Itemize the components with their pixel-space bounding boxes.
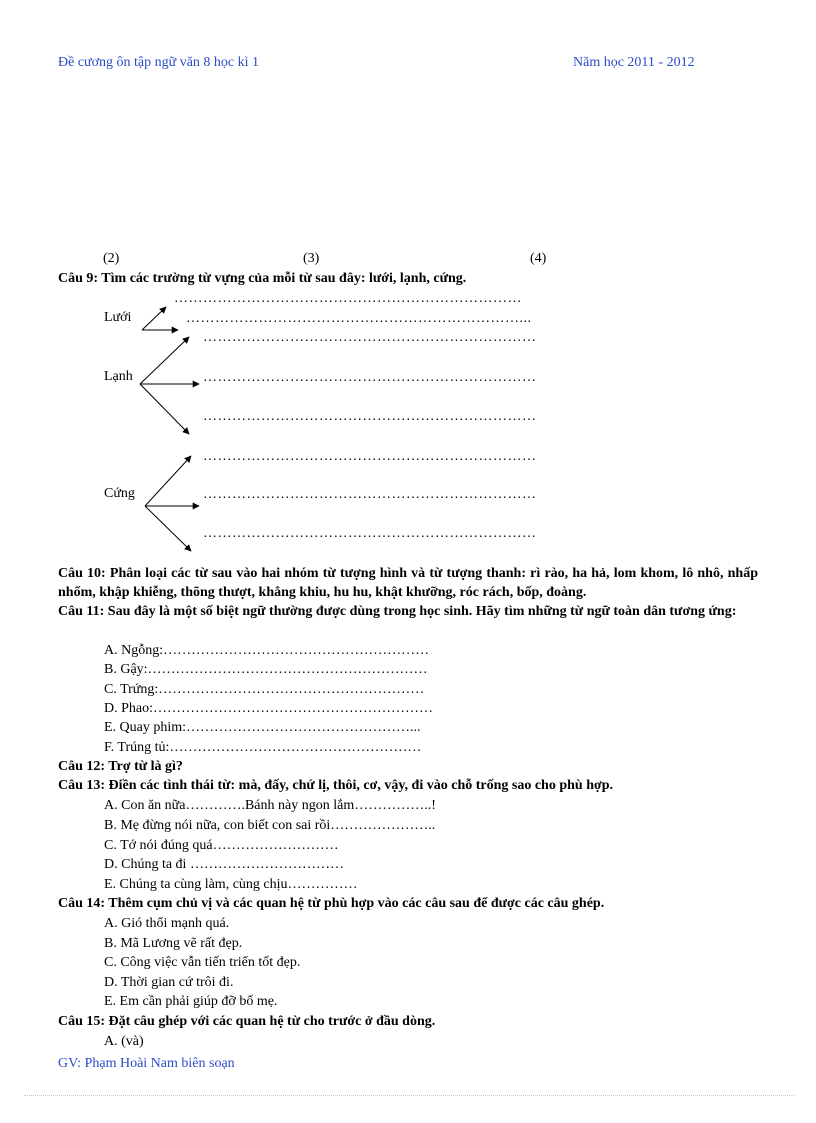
arrow-cung-3	[145, 506, 191, 551]
q14-item-a: A. Gió thổi mạnh quá.	[104, 916, 230, 931]
q13-item-d: D. Chúng ta đi ……………………………	[104, 857, 344, 872]
q14-item-b: B. Mã Lương vẽ rất đẹp.	[104, 936, 243, 951]
q13-item-c: C. Tớ nói đúng quá………………………	[104, 838, 339, 853]
q11-item-f: F. Trúng tủ:………………………………………………	[104, 740, 422, 755]
answer-dot-line: ……………………………………………………………	[203, 449, 537, 464]
header-title: Đề cương ôn tập ngữ văn 8 học kì 1	[58, 55, 260, 70]
q11-item-e: E. Quay phim:…………………………………………...	[104, 720, 421, 735]
answer-dot-line: ……………………………………………………………	[203, 409, 537, 424]
q15-item-a: A. (và)	[104, 1034, 144, 1049]
question-15-title: Câu 15: Đặt câu ghép với các quan hệ từ cho trước ở đầu dòng.	[58, 1014, 436, 1029]
q13-item-e: E. Chúng ta cùng làm, cùng chịu……………	[104, 877, 358, 892]
question-9-title: Câu 9: Tìm các trường từ vựng của mỗi từ sau đây: lưới, lạnh, cứng.	[58, 271, 467, 286]
answer-dot-line: ……………………………………………………………	[203, 370, 537, 385]
question-14-title: Câu 14: Thêm cụm chủ vị và các quan hệ từ phù hợp vào các câu sau để được các câu ghép.	[58, 896, 605, 911]
word-luoi: Lưới	[104, 310, 132, 325]
question-10: Câu 10: Phân loại các từ sau vào hai nhóm từ tượng hình và từ tượng thanh: rì rào, ha hả, lom khom, lô nhô, nhấp nhổm, khập khiễng, thõng thượt, khẳng khiu, hu hu, khật khưỡng, róc rách, bốp, đoàng.	[58, 566, 758, 600]
q11-item-a: A. Ngỗng:…………………………………………………	[104, 643, 430, 658]
answer-dot-line: ………………………………………………………………	[174, 291, 522, 306]
answer-dot-line: ……………………………………………………………	[203, 487, 537, 502]
q11-item-c: C. Trứng:…………………………………………………	[104, 682, 425, 697]
arrow-cung-1	[145, 456, 191, 506]
question-13-title: Câu 13: Điền các tình thái từ: mà, đấy, chứ lị, thôi, cơ, vậy, đi vào chỗ trống sao cho phù hợp.	[58, 778, 614, 793]
answer-dot-line: ……………………………………………………………	[203, 526, 537, 541]
q13-item-b: B. Mẹ đừng nói nữa, con biết con sai rồi…………………..	[104, 818, 436, 833]
question-11: Câu 11: Sau đây là một số biệt ngữ thường được dùng trong học sinh. Hãy tìm những từ ngữ toàn dân tương ứng:	[58, 604, 737, 619]
column-number: (2)	[103, 251, 120, 266]
arrow-lanh-1	[140, 337, 189, 384]
arrow-lanh-3	[140, 384, 189, 434]
arrow-luoi-1	[142, 307, 166, 330]
column-number: (4)	[530, 251, 547, 266]
q13-item-a: A. Con ăn nữa………….Bánh này ngon lắm……………..!	[104, 798, 436, 813]
footer-divider	[24, 1095, 794, 1096]
q14-item-e: E. Em cần phải giúp đỡ bố mẹ.	[104, 994, 278, 1009]
q14-item-c: C. Công việc vẫn tiến triển tốt đẹp.	[104, 955, 301, 970]
answer-dot-line: ……………………………………………………………...	[186, 311, 532, 326]
q11-item-b: B. Gậy:……………………………………………………	[104, 662, 428, 677]
q11-item-d: D. Phao:……………………………………………………	[104, 701, 433, 716]
word-cung: Cứng	[104, 486, 135, 501]
word-lanh: Lạnh	[104, 369, 133, 384]
answer-dot-line: ……………………………………………………………	[203, 330, 537, 345]
header-school-year: Năm học 2011 - 2012	[573, 55, 695, 70]
q14-item-d: D. Thời gian cứ trôi đi.	[104, 975, 234, 990]
question-12-title: Câu 12: Trợ từ là gì?	[58, 759, 183, 774]
column-number: (3)	[303, 251, 320, 266]
footer-author: GV: Phạm Hoài Nam biên soạn	[58, 1056, 235, 1071]
